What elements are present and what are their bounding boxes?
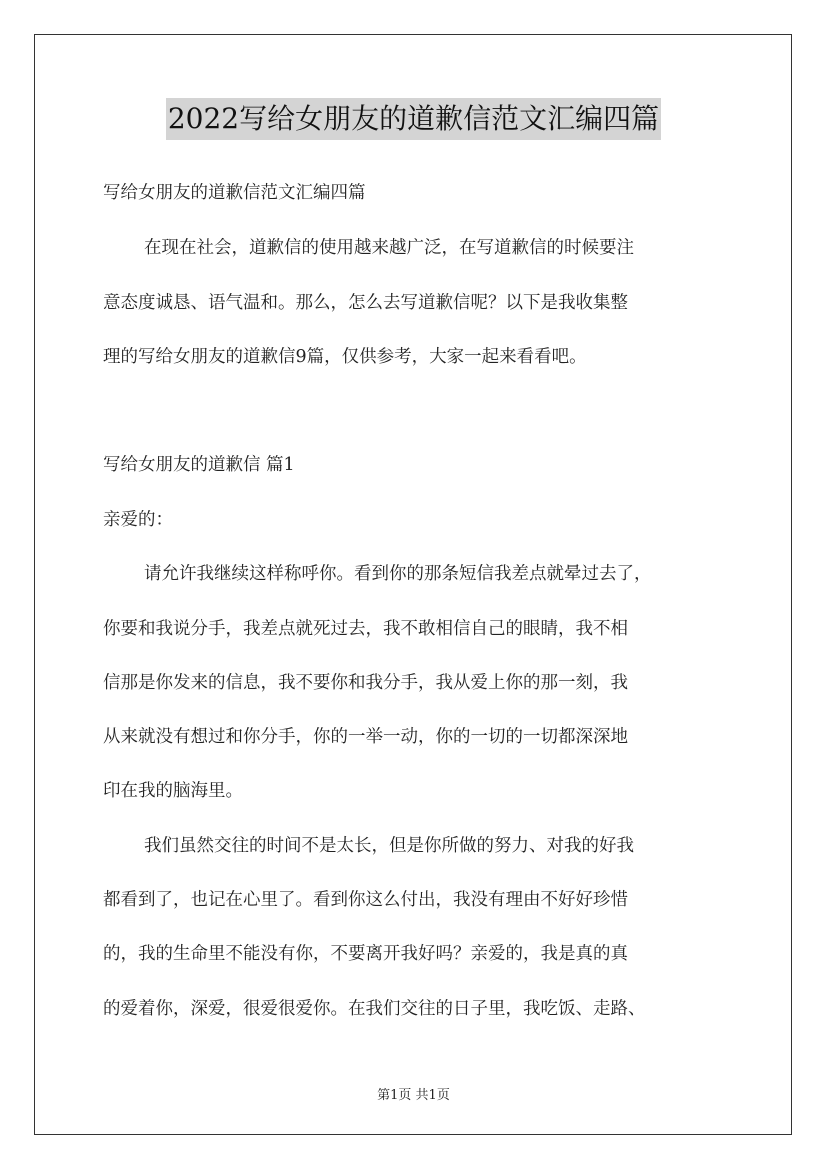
paragraph2-line-1: 我们虽然交往的时间不是太长，但是你所做的努力、对我的好我 — [144, 836, 634, 856]
subtitle-line: 写给女朋友的道歉信范文汇编四篇 — [103, 183, 366, 203]
title-container — [0, 98, 827, 140]
section-heading: 写给女朋友的道歉信 篇1 — [103, 455, 295, 475]
intro-line-1: 在现在社会，道歉信的使用越来越广泛，在写道歉信的时候要注 — [144, 238, 634, 258]
salutation: 亲爱的： — [103, 510, 173, 530]
paragraph1-line-3: 信那是你发来的信息，我不要你和我分手，我从爱上你的那一刻，我 — [103, 673, 628, 693]
paragraph2-line-2: 都看到了，也记在心里了。看到你这么付出，我没有理由不好好珍惜 — [103, 890, 628, 910]
intro-line-2: 意态度诚恳、语气温和。那么，怎么去写道歉信呢？以下是我收集整 — [103, 293, 628, 313]
paragraph2-line-3: 的，我的生命里不能没有你，不要离开我好吗？亲爱的，我是真的真 — [103, 944, 628, 964]
paragraph1-line-2: 你要和我说分手，我差点就死过去，我不敢相信自己的眼睛，我不相 — [103, 619, 628, 639]
paragraph1-line-4: 从来就没有想过和你分手，你的一举一动，你的一切的一切都深深地 — [103, 727, 628, 747]
document-title: 2022写给女朋友的道歉信范文汇编四篇 — [166, 98, 661, 140]
paragraph1-line-5: 印在我的脑海里。 — [103, 781, 243, 801]
paragraph1-line-1: 请允许我继续这样称呼你。看到你的那条短信我差点就晕过去了， — [144, 564, 652, 584]
paragraph2-line-4: 的爱着你，深爱，很爱很爱你。在我们交往的日子里，我吃饭、走路、 — [103, 999, 646, 1019]
page-footer: 第1页 共1页 — [377, 1088, 450, 1103]
intro-line-3: 理的写给女朋友的道歉信9篇，仅供参考，大家一起来看看吧。 — [103, 347, 587, 367]
